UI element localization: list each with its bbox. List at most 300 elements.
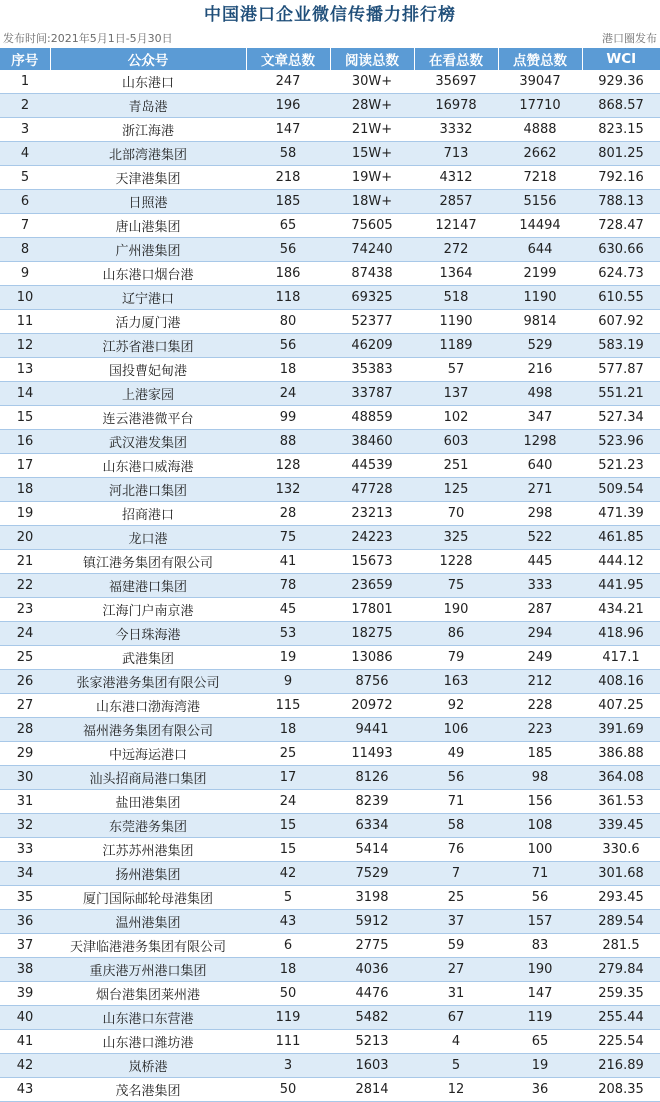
- table-row: [0, 622, 660, 646]
- account-name-cell: 招商港口: [50, 502, 246, 526]
- wci-cell: 339.45: [582, 814, 660, 838]
- like-count-cell: 445: [498, 550, 582, 574]
- watching-count-cell: 56: [414, 766, 498, 790]
- article-count-cell: 128: [246, 454, 330, 478]
- like-count-cell: 65: [498, 1030, 582, 1054]
- watching-count-cell: 37: [414, 910, 498, 934]
- article-count-cell: 65: [246, 214, 330, 238]
- rank-cell: 43: [0, 1078, 50, 1102]
- wci-cell: 293.45: [582, 886, 660, 910]
- account-name-cell: 山东港口: [50, 70, 246, 94]
- read-count-cell: 18W+: [330, 190, 414, 214]
- read-count-cell: 13086: [330, 646, 414, 670]
- read-count-cell: 30W+: [330, 70, 414, 94]
- rank-cell: 7: [0, 214, 50, 238]
- wci-cell: 441.95: [582, 574, 660, 598]
- table-row: [0, 886, 660, 910]
- table-row: [0, 718, 660, 742]
- article-count-cell: 19: [246, 646, 330, 670]
- account-name-cell: 山东港口渤海湾港: [50, 694, 246, 718]
- rank-cell: 1: [0, 70, 50, 94]
- watching-count-cell: 3332: [414, 118, 498, 142]
- account-name-cell: 天津临港港务集团有限公司: [50, 934, 246, 958]
- rank-cell: 35: [0, 886, 50, 910]
- header-row: [0, 48, 660, 70]
- wci-cell: 417.1: [582, 646, 660, 670]
- table-row: [0, 598, 660, 622]
- rank-cell: 8: [0, 238, 50, 262]
- ranking-table: [0, 48, 660, 1102]
- watching-count-cell: 16978: [414, 94, 498, 118]
- table-row: [0, 982, 660, 1006]
- account-name-cell: 武汉港发集团: [50, 430, 246, 454]
- rank-cell: 36: [0, 910, 50, 934]
- article-count-cell: 18: [246, 718, 330, 742]
- account-name-cell: 日照港: [50, 190, 246, 214]
- rank-cell: 41: [0, 1030, 50, 1054]
- table-row: [0, 190, 660, 214]
- watching-count-cell: 79: [414, 646, 498, 670]
- account-name-cell: 活力厦门港: [50, 310, 246, 334]
- account-name-cell: 扬州港集团: [50, 862, 246, 886]
- read-count-cell: 48859: [330, 406, 414, 430]
- article-count-cell: 118: [246, 286, 330, 310]
- watching-count-cell: 251: [414, 454, 498, 478]
- read-count-cell: 8756: [330, 670, 414, 694]
- account-name-cell: 唐山港集团: [50, 214, 246, 238]
- account-name-cell: 连云港港微平台: [50, 406, 246, 430]
- like-count-cell: 216: [498, 358, 582, 382]
- header-watching: 在看总数: [414, 48, 498, 70]
- article-count-cell: 88: [246, 430, 330, 454]
- account-name-cell: 盐田港集团: [50, 790, 246, 814]
- watching-count-cell: 31: [414, 982, 498, 1006]
- article-count-cell: 45: [246, 598, 330, 622]
- table-row: [0, 838, 660, 862]
- account-name-cell: 中远海运港口: [50, 742, 246, 766]
- account-name-cell: 烟台港集团莱州港: [50, 982, 246, 1006]
- rank-cell: 40: [0, 1006, 50, 1030]
- table-row: [0, 214, 660, 238]
- read-count-cell: 24223: [330, 526, 414, 550]
- rank-cell: 37: [0, 934, 50, 958]
- read-count-cell: 8126: [330, 766, 414, 790]
- like-count-cell: 147: [498, 982, 582, 1006]
- article-count-cell: 147: [246, 118, 330, 142]
- article-count-cell: 196: [246, 94, 330, 118]
- watching-count-cell: 75: [414, 574, 498, 598]
- article-count-cell: 25: [246, 742, 330, 766]
- like-count-cell: 522: [498, 526, 582, 550]
- table-row: [0, 166, 660, 190]
- watching-count-cell: 59: [414, 934, 498, 958]
- header-account: 公众号: [50, 48, 246, 70]
- rank-cell: 18: [0, 478, 50, 502]
- wci-cell: 610.55: [582, 286, 660, 310]
- watching-count-cell: 7: [414, 862, 498, 886]
- like-count-cell: 119: [498, 1006, 582, 1030]
- watching-count-cell: 1228: [414, 550, 498, 574]
- read-count-cell: 15673: [330, 550, 414, 574]
- watching-count-cell: 25: [414, 886, 498, 910]
- article-count-cell: 24: [246, 382, 330, 406]
- article-count-cell: 15: [246, 838, 330, 862]
- account-name-cell: 福建港口集团: [50, 574, 246, 598]
- like-count-cell: 228: [498, 694, 582, 718]
- account-name-cell: 温州港集团: [50, 910, 246, 934]
- like-count-cell: 271: [498, 478, 582, 502]
- watching-count-cell: 106: [414, 718, 498, 742]
- rank-cell: 27: [0, 694, 50, 718]
- rank-cell: 9: [0, 262, 50, 286]
- rank-cell: 10: [0, 286, 50, 310]
- article-count-cell: 50: [246, 1078, 330, 1102]
- table-row: [0, 694, 660, 718]
- like-count-cell: 19: [498, 1054, 582, 1078]
- rank-cell: 6: [0, 190, 50, 214]
- read-count-cell: 8239: [330, 790, 414, 814]
- wci-cell: 521.23: [582, 454, 660, 478]
- like-count-cell: 294: [498, 622, 582, 646]
- page-title: 中国港口企业微信传播力排行榜: [204, 5, 456, 25]
- read-count-cell: 46209: [330, 334, 414, 358]
- watching-count-cell: 713: [414, 142, 498, 166]
- table-row: [0, 334, 660, 358]
- article-count-cell: 185: [246, 190, 330, 214]
- like-count-cell: 71: [498, 862, 582, 886]
- read-count-cell: 87438: [330, 262, 414, 286]
- like-count-cell: 7218: [498, 166, 582, 190]
- rank-cell: 16: [0, 430, 50, 454]
- table-row: [0, 430, 660, 454]
- rank-cell: 15: [0, 406, 50, 430]
- account-name-cell: 青岛港: [50, 94, 246, 118]
- wci-cell: 624.73: [582, 262, 660, 286]
- article-count-cell: 42: [246, 862, 330, 886]
- header-wci: WCI: [582, 48, 660, 70]
- read-count-cell: 19W+: [330, 166, 414, 190]
- like-count-cell: 56: [498, 886, 582, 910]
- like-count-cell: 17710: [498, 94, 582, 118]
- read-count-cell: 18275: [330, 622, 414, 646]
- wci-cell: 225.54: [582, 1030, 660, 1054]
- like-count-cell: 157: [498, 910, 582, 934]
- read-count-cell: 20972: [330, 694, 414, 718]
- read-count-cell: 74240: [330, 238, 414, 262]
- article-count-cell: 43: [246, 910, 330, 934]
- wci-cell: 407.25: [582, 694, 660, 718]
- wci-cell: 255.44: [582, 1006, 660, 1030]
- table-row: [0, 70, 660, 94]
- wci-cell: 216.89: [582, 1054, 660, 1078]
- watching-count-cell: 49: [414, 742, 498, 766]
- like-count-cell: 2199: [498, 262, 582, 286]
- read-count-cell: 21W+: [330, 118, 414, 142]
- table-row: [0, 118, 660, 142]
- wci-cell: 281.5: [582, 934, 660, 958]
- like-count-cell: 4888: [498, 118, 582, 142]
- publisher: 港口圈发布: [602, 32, 657, 45]
- article-count-cell: 15: [246, 814, 330, 838]
- watching-count-cell: 86: [414, 622, 498, 646]
- wci-cell: 418.96: [582, 622, 660, 646]
- like-count-cell: 156: [498, 790, 582, 814]
- table-row: [0, 862, 660, 886]
- article-count-cell: 24: [246, 790, 330, 814]
- watching-count-cell: 1364: [414, 262, 498, 286]
- wci-cell: 289.54: [582, 910, 660, 934]
- watching-count-cell: 5: [414, 1054, 498, 1078]
- article-count-cell: 56: [246, 334, 330, 358]
- wci-cell: 364.08: [582, 766, 660, 790]
- article-count-cell: 50: [246, 982, 330, 1006]
- read-count-cell: 5912: [330, 910, 414, 934]
- header-likes: 点赞总数: [498, 48, 582, 70]
- like-count-cell: 298: [498, 502, 582, 526]
- account-name-cell: 辽宁港口: [50, 286, 246, 310]
- like-count-cell: 640: [498, 454, 582, 478]
- read-count-cell: 52377: [330, 310, 414, 334]
- wci-cell: 259.35: [582, 982, 660, 1006]
- rank-cell: 34: [0, 862, 50, 886]
- read-count-cell: 2775: [330, 934, 414, 958]
- wci-cell: 279.84: [582, 958, 660, 982]
- article-count-cell: 5: [246, 886, 330, 910]
- wci-cell: 577.87: [582, 358, 660, 382]
- like-count-cell: 98: [498, 766, 582, 790]
- watching-count-cell: 27: [414, 958, 498, 982]
- rank-cell: 31: [0, 790, 50, 814]
- rank-cell: 39: [0, 982, 50, 1006]
- article-count-cell: 115: [246, 694, 330, 718]
- rank-cell: 12: [0, 334, 50, 358]
- wci-cell: 408.16: [582, 670, 660, 694]
- table-row: [0, 382, 660, 406]
- rank-cell: 33: [0, 838, 50, 862]
- account-name-cell: 山东港口威海港: [50, 454, 246, 478]
- wci-cell: 434.21: [582, 598, 660, 622]
- wci-cell: 509.54: [582, 478, 660, 502]
- rank-cell: 38: [0, 958, 50, 982]
- read-count-cell: 6334: [330, 814, 414, 838]
- table-row: [0, 238, 660, 262]
- account-name-cell: 汕头招商局港口集团: [50, 766, 246, 790]
- like-count-cell: 9814: [498, 310, 582, 334]
- read-count-cell: 28W+: [330, 94, 414, 118]
- watching-count-cell: 76: [414, 838, 498, 862]
- article-count-cell: 3: [246, 1054, 330, 1078]
- article-count-cell: 119: [246, 1006, 330, 1030]
- rank-cell: 42: [0, 1054, 50, 1078]
- rank-cell: 11: [0, 310, 50, 334]
- read-count-cell: 5482: [330, 1006, 414, 1030]
- article-count-cell: 80: [246, 310, 330, 334]
- rank-cell: 21: [0, 550, 50, 574]
- wci-cell: 301.68: [582, 862, 660, 886]
- read-count-cell: 9441: [330, 718, 414, 742]
- wci-cell: 792.16: [582, 166, 660, 190]
- account-name-cell: 广州港集团: [50, 238, 246, 262]
- account-name-cell: 张家港港务集团有限公司: [50, 670, 246, 694]
- read-count-cell: 44539: [330, 454, 414, 478]
- rank-cell: 25: [0, 646, 50, 670]
- wci-cell: 929.36: [582, 70, 660, 94]
- watching-count-cell: 12: [414, 1078, 498, 1102]
- watching-count-cell: 125: [414, 478, 498, 502]
- read-count-cell: 23213: [330, 502, 414, 526]
- account-name-cell: 福州港务集团有限公司: [50, 718, 246, 742]
- account-name-cell: 今日珠海港: [50, 622, 246, 646]
- table-row: [0, 934, 660, 958]
- read-count-cell: 33787: [330, 382, 414, 406]
- table-row: [0, 1078, 660, 1102]
- watching-count-cell: 92: [414, 694, 498, 718]
- like-count-cell: 190: [498, 958, 582, 982]
- rank-cell: 26: [0, 670, 50, 694]
- publish-time-value: 2021年5月1日-5月30日: [50, 32, 173, 45]
- wci-cell: 868.57: [582, 94, 660, 118]
- table-row: [0, 742, 660, 766]
- header-reads: 阅读总数: [330, 48, 414, 70]
- rank-cell: 20: [0, 526, 50, 550]
- watching-count-cell: 163: [414, 670, 498, 694]
- read-count-cell: 1603: [330, 1054, 414, 1078]
- read-count-cell: 11493: [330, 742, 414, 766]
- rank-cell: 22: [0, 574, 50, 598]
- table-row: [0, 262, 660, 286]
- account-name-cell: 上港家园: [50, 382, 246, 406]
- table-row: [0, 1030, 660, 1054]
- article-count-cell: 218: [246, 166, 330, 190]
- like-count-cell: 83: [498, 934, 582, 958]
- rank-cell: 13: [0, 358, 50, 382]
- table-row: [0, 958, 660, 982]
- account-name-cell: 重庆港万州港口集团: [50, 958, 246, 982]
- like-count-cell: 5156: [498, 190, 582, 214]
- watching-count-cell: 518: [414, 286, 498, 310]
- meta-bar: [0, 30, 660, 48]
- rank-cell: 32: [0, 814, 50, 838]
- like-count-cell: 212: [498, 670, 582, 694]
- account-name-cell: 浙江海港: [50, 118, 246, 142]
- read-count-cell: 75605: [330, 214, 414, 238]
- rank-cell: 19: [0, 502, 50, 526]
- wci-cell: 361.53: [582, 790, 660, 814]
- wci-cell: 444.12: [582, 550, 660, 574]
- watching-count-cell: 57: [414, 358, 498, 382]
- article-count-cell: 28: [246, 502, 330, 526]
- read-count-cell: 4036: [330, 958, 414, 982]
- read-count-cell: 4476: [330, 982, 414, 1006]
- account-name-cell: 龙口港: [50, 526, 246, 550]
- article-count-cell: 75: [246, 526, 330, 550]
- read-count-cell: 15W+: [330, 142, 414, 166]
- watching-count-cell: 67: [414, 1006, 498, 1030]
- article-count-cell: 247: [246, 70, 330, 94]
- article-count-cell: 53: [246, 622, 330, 646]
- watching-count-cell: 1189: [414, 334, 498, 358]
- publish-time-label: 发布时间:: [3, 32, 51, 45]
- like-count-cell: 529: [498, 334, 582, 358]
- article-count-cell: 6: [246, 934, 330, 958]
- table-row: [0, 358, 660, 382]
- table-row: [0, 310, 660, 334]
- read-count-cell: 69325: [330, 286, 414, 310]
- article-count-cell: 18: [246, 358, 330, 382]
- watching-count-cell: 70: [414, 502, 498, 526]
- account-name-cell: 国投曹妃甸港: [50, 358, 246, 382]
- rank-cell: 29: [0, 742, 50, 766]
- wci-cell: 386.88: [582, 742, 660, 766]
- rank-cell: 24: [0, 622, 50, 646]
- like-count-cell: 498: [498, 382, 582, 406]
- article-count-cell: 132: [246, 478, 330, 502]
- table-row: [0, 502, 660, 526]
- wci-cell: 630.66: [582, 238, 660, 262]
- header-rank: 序号: [0, 48, 50, 70]
- rank-cell: 23: [0, 598, 50, 622]
- like-count-cell: 39047: [498, 70, 582, 94]
- rank-cell: 2: [0, 94, 50, 118]
- like-count-cell: 644: [498, 238, 582, 262]
- rank-cell: 4: [0, 142, 50, 166]
- account-name-cell: 北部湾港集团: [50, 142, 246, 166]
- account-name-cell: 山东港口潍坊港: [50, 1030, 246, 1054]
- watching-count-cell: 4: [414, 1030, 498, 1054]
- article-count-cell: 99: [246, 406, 330, 430]
- watching-count-cell: 603: [414, 430, 498, 454]
- like-count-cell: 223: [498, 718, 582, 742]
- like-count-cell: 333: [498, 574, 582, 598]
- account-name-cell: 江海门户南京港: [50, 598, 246, 622]
- watching-count-cell: 1190: [414, 310, 498, 334]
- watching-count-cell: 4312: [414, 166, 498, 190]
- account-name-cell: 镇江港务集团有限公司: [50, 550, 246, 574]
- read-count-cell: 23659: [330, 574, 414, 598]
- watching-count-cell: 190: [414, 598, 498, 622]
- account-name-cell: 茂名港集团: [50, 1078, 246, 1102]
- wci-cell: 330.6: [582, 838, 660, 862]
- like-count-cell: 185: [498, 742, 582, 766]
- account-name-cell: 山东港口东营港: [50, 1006, 246, 1030]
- wci-cell: 788.13: [582, 190, 660, 214]
- account-name-cell: 厦门国际邮轮母港集团: [50, 886, 246, 910]
- table-row: [0, 766, 660, 790]
- table-body: [0, 70, 660, 1102]
- rank-cell: 30: [0, 766, 50, 790]
- like-count-cell: 1298: [498, 430, 582, 454]
- table-row: [0, 790, 660, 814]
- table-header: [0, 48, 660, 70]
- like-count-cell: 1190: [498, 286, 582, 310]
- rank-cell: 3: [0, 118, 50, 142]
- watching-count-cell: 137: [414, 382, 498, 406]
- table-row: [0, 142, 660, 166]
- article-count-cell: 186: [246, 262, 330, 286]
- watching-count-cell: 102: [414, 406, 498, 430]
- read-count-cell: 2814: [330, 1078, 414, 1102]
- article-count-cell: 41: [246, 550, 330, 574]
- article-count-cell: 17: [246, 766, 330, 790]
- watching-count-cell: 272: [414, 238, 498, 262]
- read-count-cell: 5213: [330, 1030, 414, 1054]
- wci-cell: 801.25: [582, 142, 660, 166]
- watching-count-cell: 12147: [414, 214, 498, 238]
- account-name-cell: 天津港集团: [50, 166, 246, 190]
- table-row: [0, 550, 660, 574]
- read-count-cell: 35383: [330, 358, 414, 382]
- wci-cell: 527.34: [582, 406, 660, 430]
